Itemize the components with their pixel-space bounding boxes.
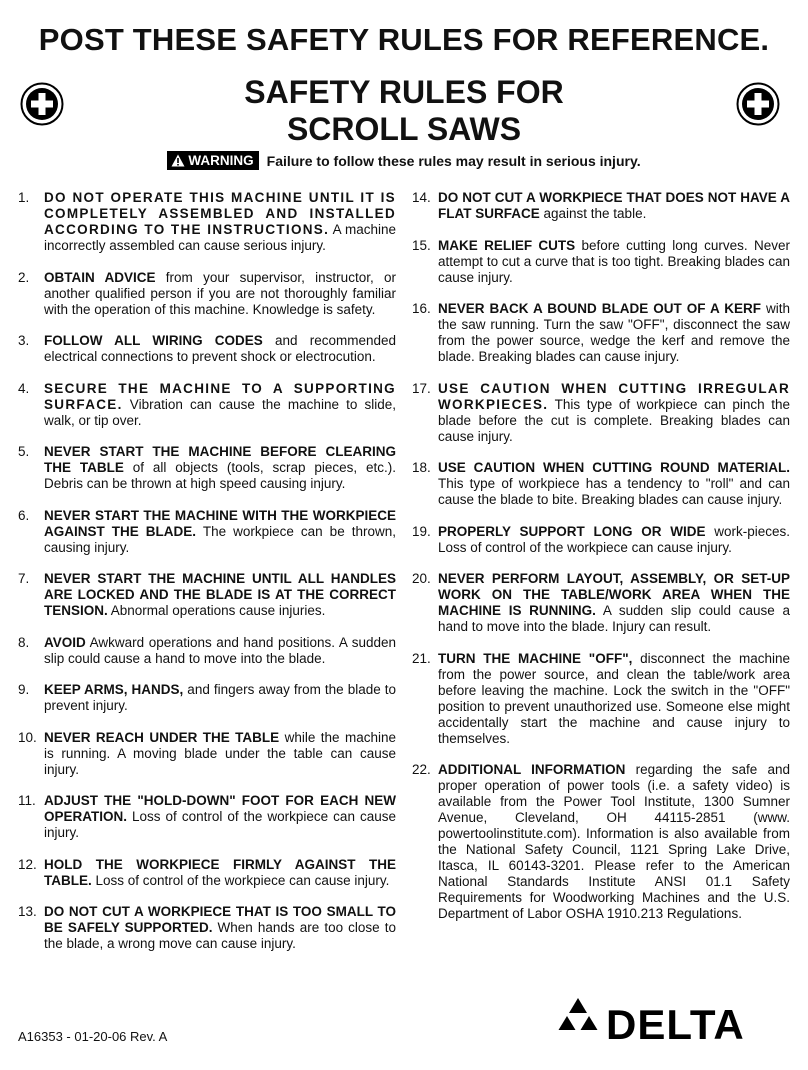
- rule-item: [412, 238, 790, 286]
- rule-heading: DO NOT CUT A WORKPIECE THAT IS TOO SMALL TO BE SAFELY SUPPORTED.: [44, 904, 396, 935]
- rule-text: of all objects (tools, scrap pieces, etc.). Debris can be thrown at high speed causing injury.: [44, 460, 396, 491]
- rule-heading: MAKE RELIEF CUTS: [438, 237, 576, 253]
- rule-number: 5.: [18, 444, 30, 459]
- rule-heading: NEVER REACH UNDER THE TABLE: [44, 729, 280, 745]
- rule-text: work-pieces. Loss of control of the workpiece can cause injury.: [438, 523, 790, 555]
- rule-text: while the machine is running. A moving blade under the table can cause injury.: [44, 729, 396, 777]
- rule-body: [44, 333, 396, 365]
- rule-item: [18, 444, 396, 492]
- rule-body: [44, 270, 396, 318]
- rule-number: 17.: [412, 380, 431, 396]
- rule-text: before cutting long curves. Never attempt to cut a curve that is too tight. Breaking blades can cause injury.: [438, 237, 790, 285]
- rule-text: disconnect the machine from the power source, and clean the table/work area before leaving the machine. Lock the switch in the "OFF" position to prevent unauthorized use. Someone else might accidentally start the machine and cause injury to themselves.: [438, 650, 791, 746]
- warning-banner: [0, 151, 808, 170]
- rule-text: from your supervisor, instructor, or another qualified person if you are not thoroughly familiar with the operation of this machine. Knowledge is safety.: [44, 269, 396, 317]
- rule-text: and recommended electrical connections to prevent shock or electrocution.: [44, 333, 396, 364]
- rule-text: A sudden slip could cause a hand to move into the blade. Injury can result.: [438, 603, 790, 634]
- title-line-2: SCROLL SAWS: [286, 111, 522, 147]
- rule-number: 13.: [18, 904, 37, 919]
- rule-number: 4.: [18, 380, 30, 396]
- rule-body: [438, 524, 790, 556]
- rule-text: The workpiece can be thrown, causing injury.: [44, 523, 396, 555]
- rule-item: [18, 793, 396, 841]
- rule-heading: NEVER START THE MACHINE WITH THE WORKPIECE AGAINST THE BLADE.: [44, 507, 396, 539]
- rule-body: [438, 571, 790, 635]
- rule-number: 11.: [18, 793, 36, 808]
- rule-heading: TURN THE MACHINE "OFF",: [438, 650, 633, 666]
- rule-item: [18, 270, 396, 318]
- rule-heading: FOLLOW ALL WIRING CODES: [44, 333, 263, 348]
- rule-number: 22.: [412, 762, 431, 777]
- warning-text: Failure to follow these rules may result in serious injury.: [266, 152, 641, 169]
- page-title: [0, 74, 808, 148]
- rule-text: Loss of control of the workpiece can cause injury.: [91, 872, 390, 888]
- rule-item: [18, 381, 396, 429]
- rule-text: When hands are too close to the blade, a wrong move can cause injury.: [44, 920, 397, 951]
- warning-label: WARNING: [188, 153, 254, 168]
- rule-item: [18, 730, 396, 778]
- rule-number: 15.: [412, 237, 431, 253]
- rule-number: 8.: [18, 634, 30, 650]
- rule-item: [412, 190, 790, 222]
- rule-number: 18.: [412, 460, 431, 475]
- rule-number: 2.: [18, 269, 30, 285]
- rule-text: Vibration can cause the machine to slide, walk, or tip over.: [44, 396, 396, 428]
- rule-body: [438, 762, 790, 922]
- rule-heading: PROPERLY SUPPORT LONG OR WIDE: [438, 523, 706, 539]
- rule-number: 6.: [18, 507, 30, 523]
- rule-item: [18, 857, 396, 889]
- rule-heading: DO NOT OPERATE THIS MACHINE UNTIL IT IS COMPLETELY ASSEMBLED AND INSTALLED ACCORDING TO THE INSTRUCTIONS.: [44, 190, 396, 237]
- rule-heading: HOLD THE WORKPIECE FIRMLY AGAINST THE TABLE.: [44, 856, 396, 888]
- first-aid-cross-icon: [736, 82, 780, 126]
- rule-text: against the table.: [539, 206, 647, 221]
- rule-body: [438, 381, 790, 445]
- rule-heading: AVOID: [44, 634, 86, 650]
- rule-item: [412, 460, 790, 508]
- rule-item: [412, 524, 790, 556]
- rule-body: [44, 381, 396, 429]
- rule-body: [438, 301, 790, 365]
- rule-text: This type of workpiece can pinch the blade before the cut is complete. Breaking blades can cause injury.: [438, 396, 790, 444]
- rule-item: [18, 333, 396, 365]
- warning-badge: [167, 151, 258, 170]
- rule-text: with the saw running. Turn the saw "OFF", disconnect the saw from the power source, wedge the kerf and remove the blade. Breaking blades can cause injury.: [438, 301, 790, 364]
- rule-text: and fingers away from the blade to prevent injury.: [44, 682, 396, 713]
- rule-heading: NEVER PERFORM LAYOUT, ASSEMBLY, OR SET-UP WORK ON THE TABLE/WORK AREA WHEN THE MACHINE IS RUNNING.: [438, 571, 790, 618]
- rule-item: [18, 508, 396, 556]
- rule-body: [44, 508, 396, 556]
- rule-number: 7.: [18, 571, 30, 586]
- top-title: POST THESE SAFETY RULES FOR REFERENCE.: [38, 22, 770, 57]
- delta-logo: [556, 998, 788, 1046]
- rule-number: 14.: [412, 190, 431, 205]
- rule-heading: NEVER START THE MACHINE UNTIL ALL HANDLES ARE LOCKED AND THE BLADE IS AT THE CORRECT TENSION.: [44, 571, 396, 618]
- logo-wordmark: DELTA: [606, 1001, 745, 1046]
- rule-text: regarding the safe and proper operation of power tools (i.e. a safety video) is available from the Power Tool Institute, 1300 Sumner Avenue, Cleveland, OH 44115-2851 (www. powertoolinstitute.com). Information is also available from the National Safety Council, 1121 Spring Lake Drive, Itasca, IL 60143-3201. Please refer to the American National Standards Institute ANSI 01.1 Safety Requirements for Woodworking Machines and the U.S. Department of Labor OSHA 1910.213 Regulations.: [438, 762, 790, 921]
- rule-text: Abnormal operations cause injuries.: [107, 603, 326, 618]
- rule-body: [44, 904, 396, 952]
- rule-number: 21.: [412, 650, 431, 666]
- rule-heading: USE CAUTION WHEN CUTTING IRREGULAR WORKPIECES.: [438, 380, 790, 412]
- rule-number: 20.: [412, 571, 431, 586]
- rule-item: [18, 190, 396, 254]
- rule-heading: USE CAUTION WHEN CUTTING ROUND MATERIAL.: [438, 460, 790, 475]
- rule-number: 10.: [18, 729, 37, 745]
- rule-heading: ADJUST THE "HOLD-DOWN" FOOT FOR EACH NEW OPERATION.: [44, 793, 396, 824]
- rule-text: Loss of control of the workpiece can cause injury.: [44, 809, 396, 840]
- rule-heading: DO NOT CUT A WORKPIECE THAT DOES NOT HAVE A FLAT SURFACE: [438, 190, 790, 221]
- rule-number: 1.: [18, 190, 30, 205]
- rule-body: [44, 571, 396, 619]
- document-code: A16353 - 01-20-06 Rev. A: [18, 1029, 168, 1044]
- rule-number: 9.: [18, 682, 30, 697]
- rule-body: [44, 730, 396, 778]
- rule-body: [44, 682, 396, 714]
- rule-item: [412, 381, 790, 445]
- rule-number: 12.: [18, 856, 37, 872]
- rule-heading: NEVER START THE MACHINE BEFORE CLEARING THE TABLE: [44, 444, 396, 475]
- rule-item: [18, 904, 396, 952]
- rule-number: 3.: [18, 333, 30, 348]
- rule-item: [18, 571, 396, 619]
- rule-body: [438, 190, 790, 222]
- rule-body: [44, 857, 396, 889]
- rule-body: [44, 793, 396, 841]
- rule-body: [438, 651, 790, 747]
- title-line-1: SAFETY RULES FOR: [244, 74, 564, 110]
- rule-heading: KEEP ARMS, HANDS,: [44, 682, 184, 697]
- rule-item: [412, 651, 790, 747]
- rule-heading: ADDITIONAL INFORMATION: [438, 762, 626, 777]
- rule-text: This type of workpiece has a tendency to "roll" and can cause the blade to bite. Breaking blades can cause injury.: [438, 476, 790, 507]
- rule-number: 16.: [412, 301, 431, 316]
- rule-body: [438, 238, 790, 286]
- delta-triangle-icon: [559, 998, 598, 1045]
- rule-text: Awkward operations and hand positions. A sudden slip could cause a hand to move into the blade.: [44, 634, 396, 666]
- warning-triangle-icon: [171, 154, 185, 167]
- rules-column-right: [412, 190, 790, 938]
- rule-item: [412, 762, 790, 922]
- rule-item: [18, 635, 396, 667]
- rule-heading: OBTAIN ADVICE: [44, 269, 156, 285]
- rule-body: [44, 635, 396, 667]
- rule-body: [438, 460, 790, 508]
- rule-item: [412, 301, 790, 365]
- rule-body: [44, 444, 396, 492]
- rule-heading: SECURE THE MACHINE TO A SUPPORTING SURFACE.: [44, 380, 396, 412]
- rule-number: 19.: [412, 523, 431, 539]
- rules-column-left: [18, 190, 396, 968]
- rule-heading: NEVER BACK A BOUND BLADE OUT OF A KERF: [438, 301, 761, 316]
- rule-item: [18, 682, 396, 714]
- rule-body: [44, 190, 396, 254]
- rule-item: [412, 571, 790, 635]
- rule-text: A machine incorrectly assembled can cause serious injury.: [44, 222, 396, 253]
